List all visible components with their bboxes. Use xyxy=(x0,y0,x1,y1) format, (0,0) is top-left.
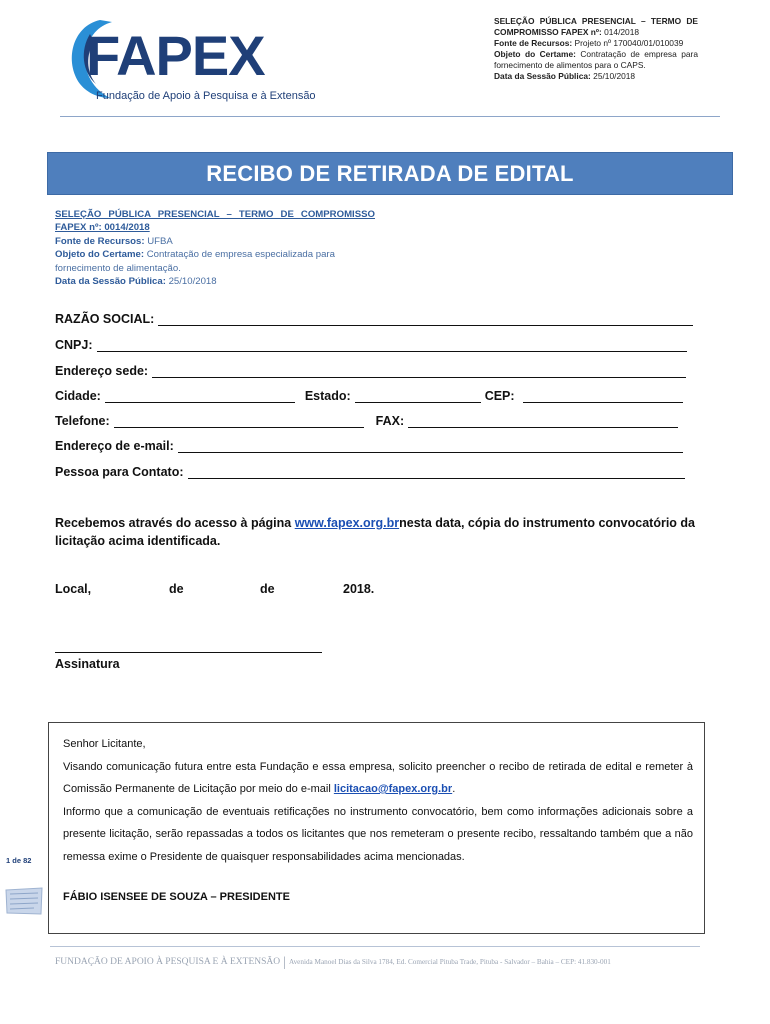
footer-org: FUNDAÇÃO DE APOIO À PESQUISA E À EXTENSÃO xyxy=(55,957,281,967)
telefone-label: Telefone: xyxy=(55,414,110,428)
date-year: 2018. xyxy=(343,582,375,596)
notice-signatory: FÁBIO ISENSEE DE SOUZA – PRESIDENTE xyxy=(63,891,290,903)
header-fonte-label: Fonte de Recursos: xyxy=(494,38,573,48)
estado-label: Estado: xyxy=(304,389,351,403)
edital-info xyxy=(55,208,375,288)
footer-divider xyxy=(50,946,700,947)
page-number: 1 de 82 xyxy=(6,856,32,865)
header-info xyxy=(494,16,698,82)
date-de-1: de xyxy=(169,582,184,596)
cidade-line[interactable] xyxy=(105,390,295,403)
info-objeto-value: Contratação de empresa especializada para xyxy=(144,249,335,261)
cnpj-label: CNPJ: xyxy=(55,338,93,352)
info-data-value: 25/10/2018 xyxy=(165,276,217,288)
fax-line[interactable] xyxy=(408,415,678,428)
header-data-label: Data da Sessão Pública: xyxy=(494,71,591,81)
razao-social-line[interactable] xyxy=(158,313,693,326)
cep-label: CEP: xyxy=(484,389,515,403)
statement-text-after: nesta data, cópia do instrumento convocatório da licitação acima identificada. xyxy=(55,516,696,548)
page-title: RECIBO DE RETIRADA DE EDITAL xyxy=(206,160,574,186)
email-label: Endereço de e-mail: xyxy=(55,439,174,453)
info-objeto-value2: fornecimento de alimentação. xyxy=(55,262,181,274)
logo-subtitle: Fundação de Apoio à Pesquisa e à Extensão xyxy=(96,90,316,102)
info-line1: SELEÇÃO PÚBLICA PRESENCIAL – TERMO DE COMPROMISSO xyxy=(55,209,375,220)
notice-text xyxy=(63,733,693,868)
field-razao-social xyxy=(55,312,693,326)
field-telefone-fax xyxy=(55,414,678,428)
field-email xyxy=(55,439,683,453)
header-objeto-value: Contratação de empresa para xyxy=(575,49,698,59)
header-compromisso-label: COMPROMISSO FAPEX nº: xyxy=(494,27,602,37)
header-data-value: 25/10/2018 xyxy=(590,71,636,81)
info-data-label: Data da Sessão Pública: xyxy=(55,276,166,288)
fax-label: FAX: xyxy=(375,414,405,428)
notice-box xyxy=(48,722,705,934)
notice-p1-end: . xyxy=(452,783,456,795)
cidade-label: Cidade: xyxy=(55,389,101,403)
receipt-statement xyxy=(55,514,695,550)
header-divider xyxy=(60,116,720,117)
date-local: Local, xyxy=(55,582,92,596)
header-compromisso-value: 014/2018 xyxy=(601,27,640,37)
licitacao-email-link[interactable]: licitacao@fapex.org.br xyxy=(333,783,453,795)
contato-line[interactable] xyxy=(188,466,685,479)
fapex-site-link[interactable]: www.fapex.org.br xyxy=(294,516,400,530)
header-objeto-cont: fornecimento de alimentos para o CAPS. xyxy=(494,60,646,70)
info-fonte-label: Fonte de Recursos: xyxy=(55,235,145,247)
page-thumbnail-icon xyxy=(4,886,44,916)
field-cidade-estado-cep xyxy=(55,389,683,403)
fapex-logo xyxy=(60,14,316,114)
signature-line[interactable] xyxy=(55,652,322,653)
field-endereco xyxy=(55,364,686,378)
statement-text-before: Recebemos através do acesso à página xyxy=(55,516,295,530)
notice-p1-text: Visando comunicação futura entre esta Fundação e essa empresa, solicito preencher o recibo de retirada de edital e remeter à Comissão Permanente de Licitação por meio do e-mail xyxy=(63,760,693,795)
cep-line[interactable] xyxy=(523,390,683,403)
footer-address: Avenida Manoel Dias da Silva 1784, Ed. Comercial Pituba Trade, Pituba - Salvador – Bahia – CEP: 41.830-001 xyxy=(288,958,611,966)
field-cnpj xyxy=(55,338,687,352)
notice-p2: Informo que a comunicação de eventuais retificações no instrumento convocatório, bem como informações adicionais sobre a presente licitação, serão repassadas a todos os licitantes que nos remeteram o presente recibo, ressaltando também que a não remessa exime o Presidente de quaisquer responsabilidades acima mencionadas. xyxy=(63,805,693,863)
notice-greeting: Senhor Licitante, xyxy=(63,738,146,750)
estado-line[interactable] xyxy=(355,390,481,403)
endereco-line[interactable] xyxy=(152,365,686,378)
info-fonte-value: UFBA xyxy=(144,235,173,247)
contato-label: Pessoa para Contato: xyxy=(55,465,184,479)
footer-separator: | xyxy=(283,955,286,970)
footer xyxy=(55,951,611,971)
email-line[interactable] xyxy=(178,440,683,453)
date-de-2: de xyxy=(260,582,275,596)
info-line2: FAPEX nº: 0014/2018 xyxy=(55,222,150,234)
endereco-label: Endereço sede: xyxy=(55,364,149,378)
field-contato xyxy=(55,465,685,479)
cnpj-line[interactable] xyxy=(97,339,687,352)
signature-label: Assinatura xyxy=(55,657,120,671)
telefone-line[interactable] xyxy=(114,415,364,428)
header-line1: SELEÇÃO PÚBLICA PRESENCIAL – TERMO DE xyxy=(494,16,698,26)
razao-social-label: RAZÃO SOCIAL: xyxy=(55,312,155,326)
header-fonte-value: Projeto nº 170040/01/010039 xyxy=(572,38,684,48)
title-banner xyxy=(47,152,733,195)
info-objeto-label: Objeto do Certame: xyxy=(55,249,145,261)
header-objeto-label: Objeto do Certame: xyxy=(494,49,576,59)
logo-wordmark: FAPEX xyxy=(86,24,265,87)
